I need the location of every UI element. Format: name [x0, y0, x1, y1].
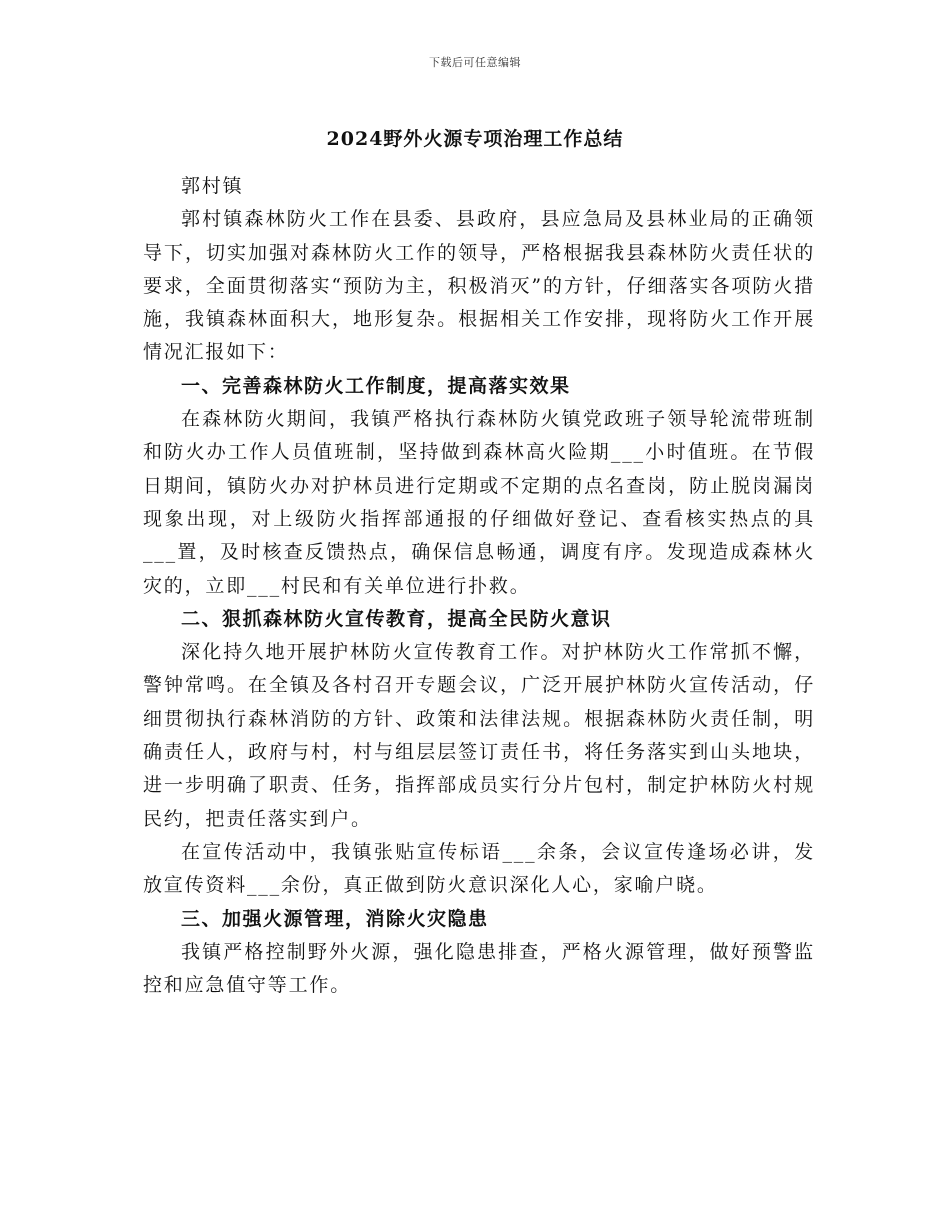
section-heading-1: 一、完善森林防火工作制度，提高落实效果: [181, 374, 571, 397]
section-1-paragraph-1: 在森林防火期间，我镇严格执行森林防火镇党政班子领导轮流带班制和防火办工作人员值班制，坚持做到森林高火险期___小时值班。在节假日期间，镇防火办对护林员进行定期或不定期的点名查岗，防止脱岗漏岗现象出现，对上级防火指挥部通报的仔细做好登记、查看核实热点的具___置，及时核查反馈热点，确保信息畅通，调度有序。发现造成森林火灾的，立即___村民和有关单位进行扑救。: [143, 408, 815, 597]
document-title: 2024野外火源专项治理工作总结: [326, 128, 624, 150]
document-body: [143, 170, 815, 1002]
section-2-paragraph-2: 在宣传活动中，我镇张贴宣传标语___余条，会议宣传逢场必讲，发放宣传资料___余份，真正做到防火意识深化人心，家喻户晓。: [143, 840, 815, 897]
intro-paragraph: 郭村镇森林防火工作在县委、县政府，县应急局及县林业局的正确领导下，切实加强对森林防火工作的领导，严格根据我县森林防火责任状的要求，全面贯彻落实“预防为主，积极消灭”的方针，仔细落实各项防火措施，我镇森林面积大，地形复杂。根据相关工作安排，现将防火工作开展情况汇报如下：: [143, 208, 815, 364]
page-header-note: 下载后可任意编辑: [429, 56, 521, 69]
section-heading-2: 二、狠抓森林防火宣传教育，提高全民防火意识: [181, 607, 612, 630]
section-2-paragraph-1: 深化持久地开展护林防火宣传教育工作。对护林防火工作常抓不懈，警钟常鸣。在全镇及各村召开专题会议，广泛开展护林防火宣传活动，仔细贯彻执行森林消防的方针、政策和法律法规。根据森林防火责任制，明确责任人，政府与村，村与组层层签订责任书，将任务落实到山头地块，进一步明确了职责、任务，指挥部成员实行分片包村，制定护林防火村规民约，把责任落实到户。: [143, 641, 815, 830]
author-line: 郭村镇: [181, 175, 244, 197]
section-heading-3: 三、加强火源管理，消除火灾隐患: [181, 907, 489, 930]
section-3-paragraph-1: 我镇严格控制野外火源，强化隐患排查，严格火源管理，做好预警监控和应急值守等工作。: [143, 940, 815, 997]
